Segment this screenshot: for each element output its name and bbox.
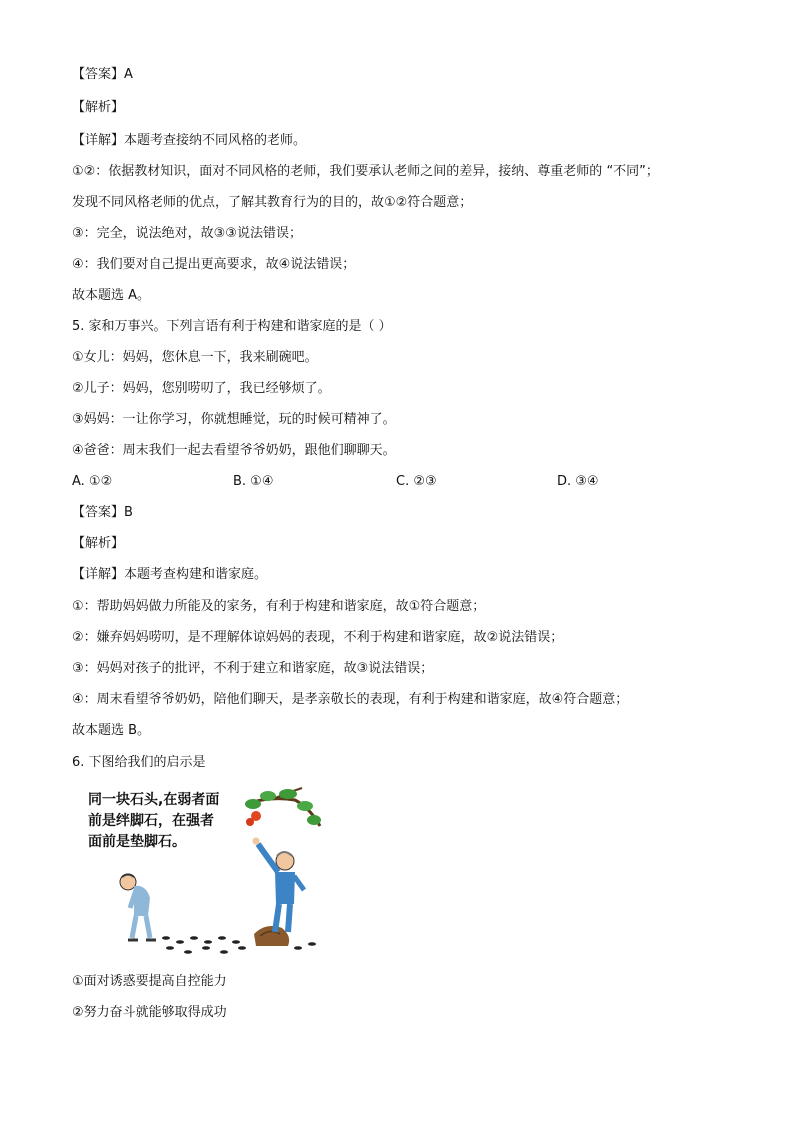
analysis-label-q5: 【解析】 (72, 536, 125, 551)
answer-label-q4: 【答案】A (72, 67, 133, 82)
explanation-line: ④：我们要对自己提出更高要求，故④说法错误； (72, 257, 356, 272)
explanation-line: ③：完全，说法绝对，故③③说法错误； (72, 226, 302, 241)
explanation-line: ③：妈妈对孩子的批评，不利于建立和谐家庭，故③说法错误； (72, 661, 434, 676)
option-a: A. ①② (72, 474, 113, 489)
explanation-line: 发现不同风格老师的优点，了解其教育行为的目的，故①②符合题意； (72, 195, 473, 210)
question-6: 6. 下图给我们的启示是 (72, 755, 206, 770)
caption-line: 面前是垫脚石。 (88, 834, 186, 850)
option-d: D. ③④ (557, 474, 599, 489)
explanation-line: ②：嫌弃妈妈唠叨，是不理解体谅妈妈的表现，不利于构建和谐家庭，故②说法错误； (72, 630, 564, 645)
explanation-line: ④：周末看望爷爷奶奶，陪他们聊天，是孝亲敬长的表现，有利于构建和谐家庭，故④符合题意； (72, 692, 629, 707)
question-5-statement: ②儿子：妈妈，您别唠叨了，我已经够烦了。 (72, 381, 331, 396)
strong-person-icon (253, 838, 305, 947)
caption-line: 前是绊脚石，在强者 (88, 813, 214, 829)
option-c: C. ②③ (396, 474, 437, 489)
footprints-icon (162, 936, 316, 954)
detail-q5: 【详解】本题考查构建和谐家庭。 (72, 567, 268, 582)
conclusion-q4: 故本题选 A。 (72, 288, 151, 303)
detail-q4: 【详解】本题考查接纳不同风格的老师。 (72, 133, 307, 148)
analysis-label-q4: 【解析】 (72, 100, 125, 115)
cartoon-illustration (70, 786, 332, 958)
question-6-statement: ①面对诱惑要提高自控能力 (72, 974, 227, 989)
question-5: 5. 家和万事兴。下列言语有利于构建和谐家庭的是（ ） (72, 319, 392, 334)
conclusion-q5: 故本题选 B。 (72, 723, 151, 738)
apple-branch-icon (245, 788, 321, 826)
question-6-statement: ②努力奋斗就能够取得成功 (72, 1005, 227, 1020)
option-b: B. ①④ (233, 474, 274, 489)
question-5-statement: ③妈妈：一让你学习，你就想睡觉，玩的时候可精神了。 (72, 412, 396, 427)
caption-line: 同一块石头,在弱者面 (88, 792, 220, 808)
cartoon-drawing (70, 786, 332, 958)
weak-person-icon (120, 874, 156, 940)
question-5-statement: ④爸爸：周末我们一起去看望爷爷奶奶，跟他们聊聊天。 (72, 443, 396, 458)
explanation-line: ①：帮助妈妈做力所能及的家务，有利于构建和谐家庭，故①符合题意； (72, 599, 486, 614)
explanation-line: ①②：依据教材知识，面对不同风格的老师，我们要承认老师之间的差异，接纳、尊重老师的 “不同”； (72, 164, 659, 179)
question-5-statement: ①女儿：妈妈，您休息一下，我来刷碗吧。 (72, 350, 318, 365)
answer-label-q5: 【答案】B (72, 505, 133, 520)
